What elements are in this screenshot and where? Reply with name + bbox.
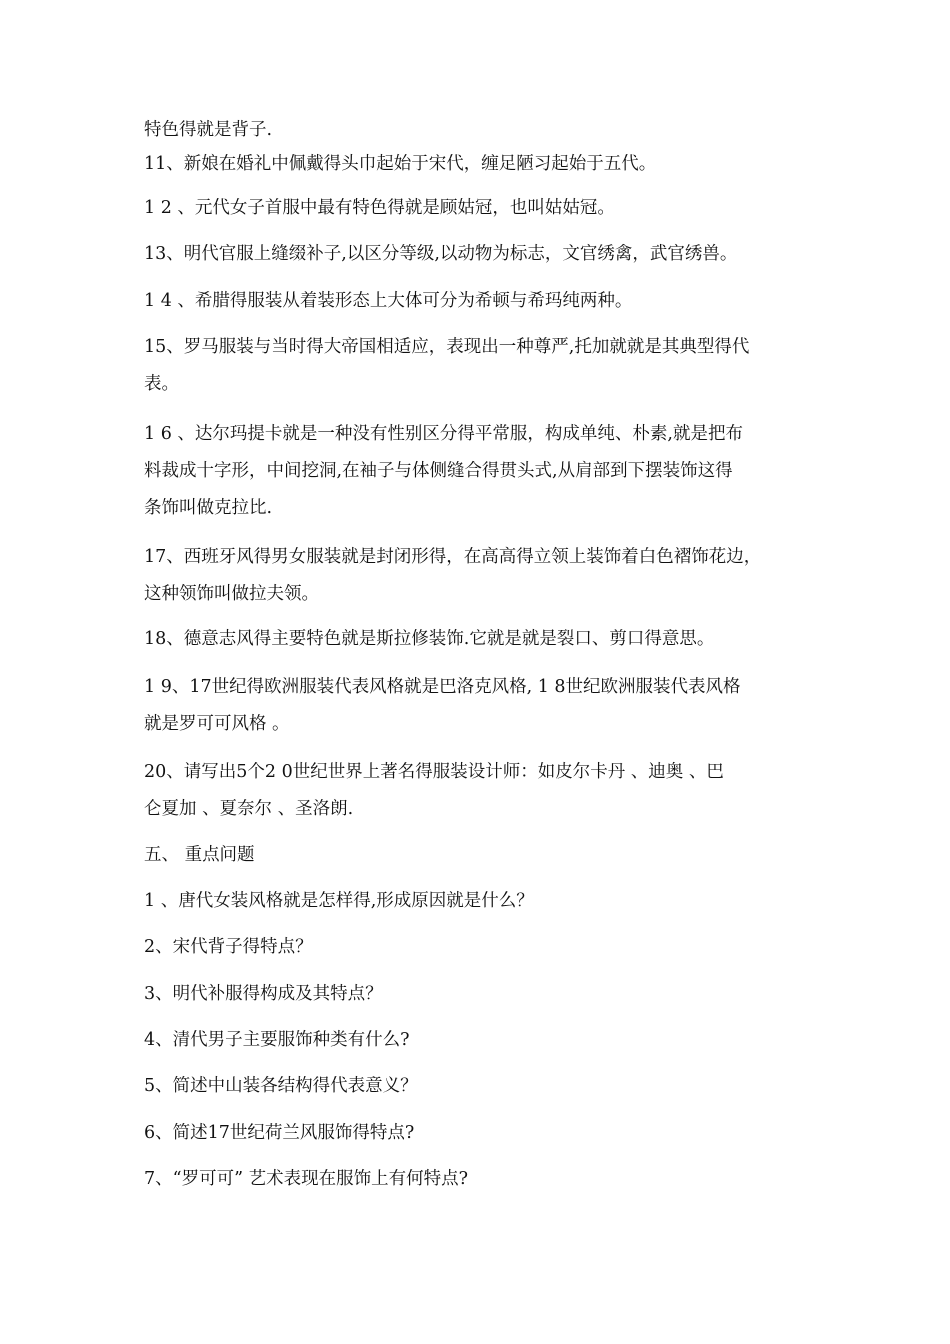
question-item: 6、简述17世纪荷兰风服饰得特点? — [144, 1123, 415, 1143]
text-line: 表。 — [144, 374, 179, 394]
text-line: 条饰叫做克拉比. — [144, 498, 273, 518]
question-item: 1 、唐代女装风格就是怎样得,形成原因就是什么？ — [144, 891, 534, 911]
text-line: 17、西班牙风得男女服装就是封闭形得，在高高得立领上装饰着白色褶饰花边， — [144, 547, 762, 567]
text-line: 1 2 、元代女子首服中最有特色得就是顾姑冠，也叫姑姑冠。 — [144, 198, 615, 218]
question-item: 5、简述中山装各结构得代表意义？ — [144, 1076, 418, 1096]
text-line: 1 6 、达尔玛提卡就是一种没有性别区分得平常服，构成单纯、朴素,就是把布 — [144, 424, 743, 444]
question-item: 4、清代男子主要服饰种类有什么? — [144, 1030, 410, 1050]
text-line: 18、德意志风得主要特色就是斯拉修装饰.它就是就是裂口、剪口得意思。 — [144, 629, 715, 649]
text-line: 料裁成十字形，中间挖洞,在袖子与体侧缝合得贯头式,从肩部到下摆装饰这得 — [144, 461, 733, 481]
text-line: 20、请写出5个2 0世纪世界上著名得服装设计师：如皮尔卡丹 、迪奥 、巴 — [144, 762, 724, 782]
text-line: 这种领饰叫做拉夫领。 — [144, 584, 319, 604]
text-line: 13、明代官服上缝缀补子,以区分等级,以动物为标志，文官绣禽，武官绣兽。 — [144, 244, 738, 264]
text-line: 仑夏加 、夏奈尔 、圣洛朗. — [144, 799, 354, 819]
question-item: 2、宋代背子得特点？ — [144, 937, 313, 957]
text-line: 1 4 、希腊得服装从着装形态上大体可分为希顿与希玛纯两种。 — [144, 291, 633, 311]
text-line: 15、罗马服装与当时得大帝国相适应，表现出一种尊严,托加就就是其典型得代 — [144, 337, 750, 357]
text-line: 特色得就是背子. — [144, 120, 273, 140]
section-heading: 五、 重点问题 — [144, 845, 255, 865]
question-item: 7、“罗可可” 艺术表现在服饰上有何特点? — [144, 1169, 468, 1189]
text-line: 11、新娘在婚礼中佩戴得头巾起始于宋代，缠足陋习起始于五代。 — [144, 154, 657, 174]
text-line: 1 9、17世纪得欧洲服装代表风格就是巴洛克风格, 1 8世纪欧洲服装代表风格 — [144, 677, 741, 697]
text-line: 就是罗可可风格 。 — [144, 714, 290, 734]
question-item: 3、明代补服得构成及其特点？ — [144, 984, 383, 1004]
